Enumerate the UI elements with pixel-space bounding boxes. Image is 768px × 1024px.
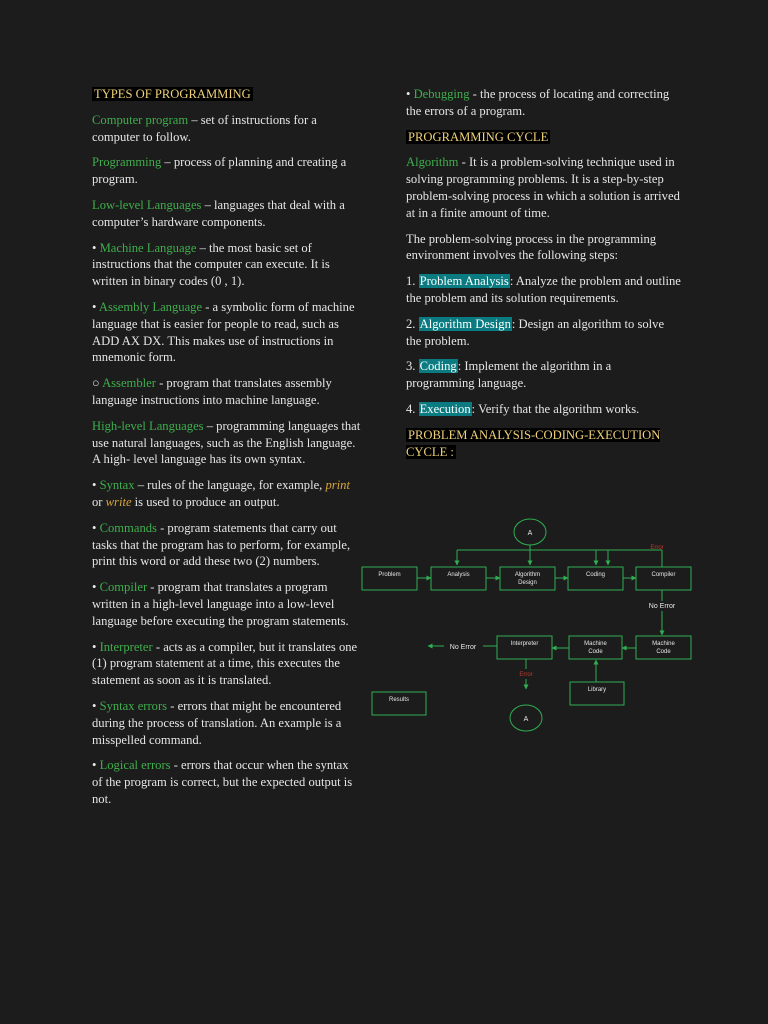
label-a-top: A: [527, 530, 533, 537]
label-no-error-left: No Error: [449, 644, 477, 651]
label-error-bottom: Error: [519, 672, 533, 678]
label-algorithm-1: Algorithm: [514, 572, 541, 578]
term-commands: Commands: [99, 520, 157, 535]
term-low-level-languages: Low-level Languages: [92, 197, 202, 212]
box-library: [570, 682, 624, 705]
step-execution: 4. Execution: Verify that the algorithm works.: [406, 401, 640, 416]
left-column: [92, 86, 362, 817]
term-programming: Programming: [92, 155, 162, 170]
label-algorithm-2: Design: [518, 580, 537, 586]
label-machine-code-right-1: Machine: [652, 641, 675, 647]
definition-machine-language: • Machine Language – the most basic set of instructions that the computer can execute. It is written in binary codes (0 , 1).: [92, 240, 330, 289]
label-no-error-right: No Error: [648, 603, 676, 610]
box-problem: [362, 567, 417, 590]
definition-syntax: • Syntax – rules of the language, for example, print or write is used to produce an output.: [92, 478, 350, 509]
term-coding: Coding: [419, 359, 457, 374]
box-machine-code-left: [569, 636, 622, 659]
term-computer-program: Computer program: [92, 112, 189, 127]
definition-high-level-languages: High-level Languages – programming languages that use natural languages, such as the English language. A high- level language has its own syntax.: [92, 418, 361, 467]
definition-algorithm: Algorithm - It is a problem-solving technique used in solving programming problems. It is a step-by-step problem-solving process in which a solution is arrived at in a finite amount of time.: [406, 155, 680, 220]
heading-types-of-programming: TYPES OF PROGRAMMING: [94, 87, 251, 101]
definition-debugging: • Debugging - the process of locating and correcting the errors of a program.: [406, 87, 670, 118]
box-coding: [568, 567, 623, 590]
term-machine-language: Machine Language: [99, 240, 197, 255]
definition-programming: Programming – process of planning and creating a program.: [92, 155, 347, 187]
term-assembly-language: Assembly Language: [98, 299, 203, 314]
label-a-bottom: A: [523, 716, 529, 723]
definition-assembler: ○ Assembler - program that translates assembly language instructions into machine language.: [92, 376, 332, 407]
definition-compiler: • Compiler - program that translates a program written in a high-level language into a low-level language before executing the program statements.: [92, 580, 349, 628]
label-analysis: Analysis: [447, 572, 470, 578]
term-syntax: Syntax: [99, 478, 135, 493]
step-coding: 3. Coding: Implement the algorithm in a programming language.: [406, 359, 612, 391]
label-machine-code-left-1: Machine: [584, 641, 607, 647]
label-interpreter: Interpreter: [510, 641, 539, 647]
keyword-print: print: [325, 478, 350, 493]
definition-syntax-errors: • Syntax errors - errors that might be encountered during the process of translation. An example is a misspelled command.: [92, 698, 342, 747]
term-problem-analysis: Problem Analysis: [419, 274, 509, 289]
term-execution: Execution: [419, 401, 471, 416]
label-results: Results: [388, 697, 410, 703]
heading-pace-cycle: PROBLEM ANALYSIS-CODING-EXECUTION CYCLE :: [406, 427, 661, 459]
definition-computer-program: Computer program – set of instructions for a computer to follow.: [92, 112, 317, 144]
label-library: Library: [587, 687, 607, 693]
box-interpreter: [497, 636, 552, 659]
term-compiler: Compiler: [99, 580, 148, 595]
step-problem-analysis: 1. Problem Analysis: Analyze the problem and outline the problem and its solution requirements.: [406, 274, 681, 305]
label-problem: Problem: [378, 572, 401, 578]
box-results: [372, 692, 426, 715]
pace-cycle-svg: [360, 515, 700, 740]
term-logical-errors: Logical errors: [99, 758, 171, 773]
label-compiler: Compiler: [651, 572, 676, 578]
label-coding: Coding: [585, 572, 606, 578]
steps-intro: The problem-solving process in the programming environment involves the following steps:: [406, 231, 657, 263]
term-algorithm: Algorithm: [406, 155, 459, 170]
label-error-top: Error: [650, 545, 664, 551]
step-algorithm-design: 2. Algorithm Design: Design an algorithm to solve the problem.: [406, 316, 665, 348]
label-machine-code-left-2: Code: [588, 649, 603, 655]
right-column: [406, 86, 681, 470]
definition-commands: • Commands - program statements that carry out tasks that the program has to perform, for example, print this word or add these two (2) numbers.: [92, 520, 351, 569]
definition-assembly-language: • Assembly Language - a symbolic form of machine language that is easier for people to read, such as ADD AX DX. This makes use of instructions in mnemonic form.: [92, 299, 355, 365]
term-assembler: Assembler: [102, 376, 156, 391]
definition-low-level-languages: Low-level Languages – languages that deal with a computer’s hardware components.: [92, 197, 345, 229]
keyword-write: write: [105, 494, 132, 509]
heading-programming-cycle: PROGRAMMING CYCLE: [408, 129, 549, 144]
term-interpreter: Interpreter: [99, 639, 153, 654]
term-debugging: Debugging: [413, 87, 470, 101]
pace-cycle-diagram: [360, 515, 700, 740]
definition-logical-errors: • Logical errors - errors that occur when the syntax of the program is correct, but the expected output is not.: [92, 758, 353, 806]
box-algorithm-design: [500, 567, 555, 590]
label-machine-code-right-2: Code: [656, 649, 671, 655]
term-high-level-languages: High-level Languages: [92, 418, 204, 433]
box-compiler: [636, 567, 691, 590]
box-analysis: [431, 567, 486, 590]
box-machine-code-right: [636, 636, 691, 659]
term-algorithm-design: Algorithm Design: [419, 316, 511, 331]
term-syntax-errors: Syntax errors: [99, 698, 168, 713]
definition-interpreter: • Interpreter - acts as a compiler, but it translates one (1) program statement at a time, this executes the statement as soon as it is translated.: [92, 639, 358, 688]
